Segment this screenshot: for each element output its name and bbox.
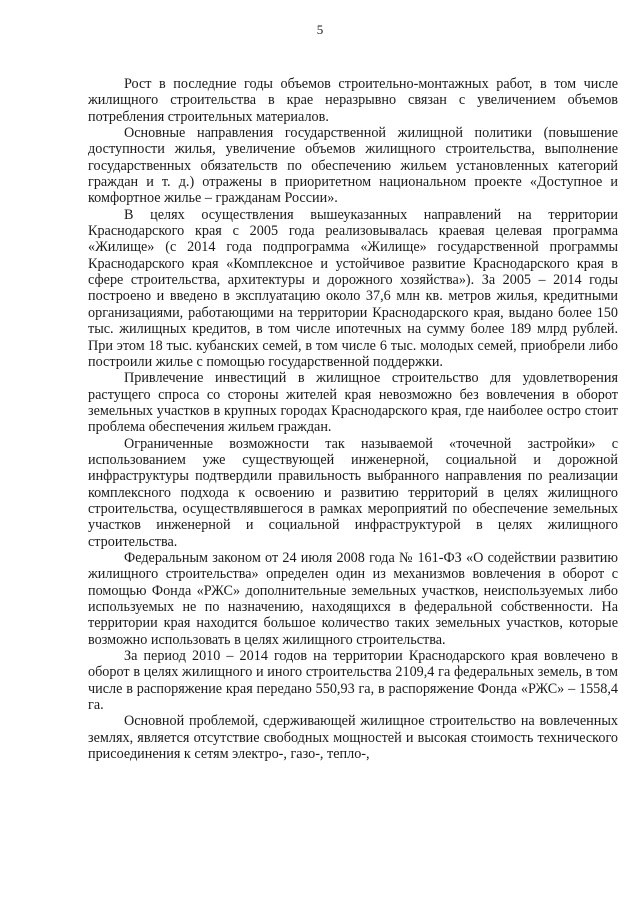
paragraph-main-problem: Основной проблемой, сдерживающей жилищное строительство на вовлеченных землях, является отсутствие свободных мощностей и высокая стоимость технического присоединения к сетям электро-, газо-, тепло-, <box>88 713 618 763</box>
document-body <box>88 76 618 762</box>
paragraph-investment: Привлечение инвестиций в жилищное строительство для удовлетворения растущего спроса со стороны жителей края невозможно без вовлечения в оборот земельных участков в крупных городах Краснодарского края, где наиболее остро стоит проблема обеспечения жильем граждан. <box>88 370 618 436</box>
paragraph-zhilishche-program: В целях осуществления вышеуказанных направлений на территории Краснодарского края с 2005 года реализовывалась краевая целевая программа «Жилище» (с 2014 года подпрограмма «Жилище» государственной программы Краснодарского края «Комплексное и устойчивое развитие Краснодарского края в сфере строительства, архитектуры и дорожного хозяйства»). За 2005 – 2014 годы построено и введено в эксплуатацию около 37,6 млн кв. метров жилья, кредитными организациями, работающими на территории Краснодарского края, выдано более 150 тыс. жилищных кредитов, в том числе ипотечных на сумму более 189 млрд рублей. При этом 18 тыс. кубанских семей, в том числе 6 тыс. молодых семей, приобрели либо построили жилье с помощью государственной поддержки. <box>88 206 618 370</box>
paragraph-point-development: Ограниченные возможности так называемой «точечной застройки» с использованием уже существующей инженерной, социальной и дорожной инфраструктуры подтвердили правильность выбранного направления по реализации комплексного подхода к освоению и развитию территорий в целях жилищного строительства, осуществлявшегося в рамках мероприятий по обеспечение земельных участков инженерной и социальной инфраструктурой в целях жилищного строительства. <box>88 435 618 550</box>
paragraph-federal-law: Федеральным законом от 24 июля 2008 года № 161-ФЗ «О содействии развитию жилищного строительства» определен один из механизмов вовлечения в оборот с помощью Фонда «РЖС» дополнительные земельных участков, неиспользуемых либо используемых не по назначению, находящихся в федеральной собственности. На территории края находится большое количество таких земельных участков, которые возможно использовать в целях жилищного строительства. <box>88 549 618 648</box>
paragraph-land-statistics: За период 2010 – 2014 годов на территории Краснодарского края вовлечено в оборот в целях жилищного и иного строительства 2109,4 га федеральных земель, в том числе в распоряжение края передано 550,93 га, в распоряжение Фонда «РЖС» – 1558,4 га. <box>88 648 618 714</box>
paragraph-housing-policy: Основные направления государственной жилищной политики (повышение доступности жилья, увеличение объемов жилищного строительства, выполнение государственных обязательств по обеспечению жильем установленных категорий граждан и т. д.) отражены в приоритетном национальном проекте «Доступное и комфортное жилье – гражданам России». <box>88 125 618 207</box>
page-number: 5 <box>316 22 324 37</box>
paragraph-construction-growth: Рост в последние годы объемов строительно-монтажных работ, в том числе жилищного строительства в крае неразрывно связан с увеличением объемов потребления строительных материалов. <box>88 76 618 125</box>
